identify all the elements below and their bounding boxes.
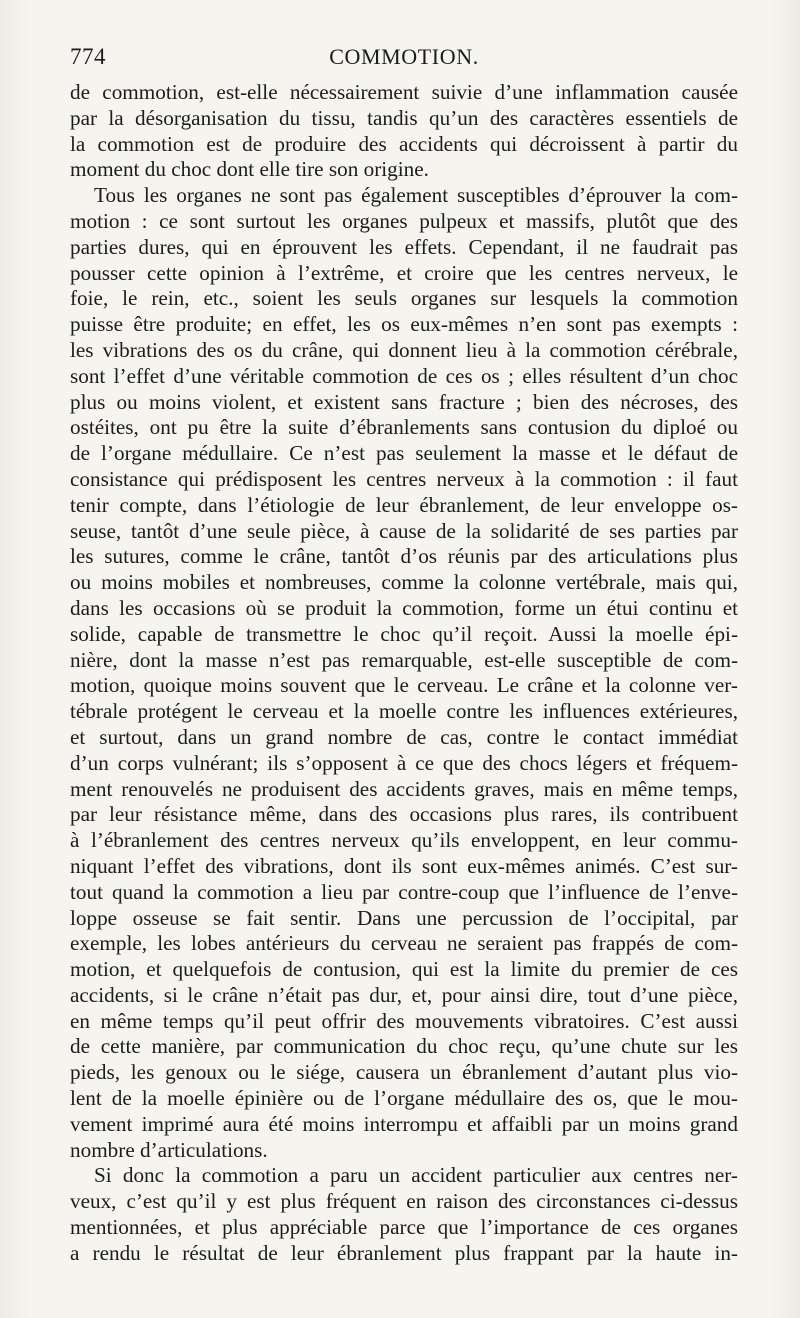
text-line: par leur résistance même, dans des occasions plus rares, ils contribuent: [70, 802, 738, 827]
text-line: lent de la moelle épinière ou de l’organe médullaire des os, que le mou-: [70, 1086, 738, 1111]
text-line: tout quand la commotion a lieu par contre-coup que l’influence de l’enve-: [70, 879, 738, 904]
text-line: d’un corps vulnérant; ils s’opposent à ce que des chocs légers et fréquem-: [70, 750, 738, 775]
text-line: exemple, les lobes antérieurs du cerveau ne seraient pas frappés de com-: [70, 931, 738, 956]
text-line: de l’organe médullaire. Ce n’est pas seulement la masse et le défaut de: [70, 441, 738, 466]
text-line: Si donc la commotion a paru un accident particulier aux centres ner-: [94, 1163, 738, 1188]
text-line: mentionnées, et plus appréciable parce que l’importance de ces organes: [70, 1215, 738, 1240]
text-line: les sutures, comme le crâne, tantôt d’os réunis par des articulations plus: [70, 544, 738, 569]
text-line: nière, dont la masse n’est pas remarquable, est-elle susceptible de com-: [70, 647, 738, 672]
text-line: moment du choc dont elle tire son origine.: [70, 157, 429, 182]
text-line: de cette manière, par communication du choc reçu, qu’une chute sur les: [70, 1034, 738, 1059]
text-line: parties dures, qui en éprouvent les effets. Cependant, il ne faudrait pas: [70, 234, 738, 259]
page-number: 774: [70, 44, 106, 69]
text-line: pieds, les genoux ou le siége, causera un ébranlement d’autant plus vio-: [70, 1060, 738, 1085]
text-line: Tous les organes ne sont pas également susceptibles d’éprouver la com-: [94, 183, 738, 208]
paragraph: [70, 80, 738, 183]
paragraph: [70, 1163, 738, 1266]
text-line: motion, et quelquefois de contusion, qui est la limite du premier de ces: [70, 957, 738, 982]
text-line: sont l’effet d’une véritable commotion de ces os ; elles résultent d’un choc: [70, 363, 738, 388]
text-line: dans les occasions où se produit la commotion, forme un étui continu et: [70, 595, 738, 620]
text-line: veux, c’est qu’il y est plus fréquent en raison des circonstances ci-dessus: [70, 1189, 738, 1214]
text-line: à l’ébranlement des centres nerveux qu’ils enveloppent, en leur commu-: [70, 828, 738, 853]
text-line: loppe osseuse se fait sentir. Dans une percussion de l’occipital, par: [70, 905, 738, 930]
text-line: ostéites, ont pu être la suite d’ébranlements sans contusion du diploé ou: [70, 415, 738, 440]
text-line: ment renouvelés ne produisent des accidents graves, mais en même temps,: [70, 776, 738, 801]
paragraph: [70, 183, 738, 1163]
text-line: et surtout, dans un grand nombre de cas, contre le contact immédiat: [70, 724, 738, 749]
text-line: de commotion, est-elle nécessairement suivie d’une inflammation causée: [70, 80, 738, 104]
text-line: niquant l’effet des vibrations, dont ils sont eux-mêmes animés. C’est sur-: [70, 853, 738, 878]
text-line: foie, le rein, etc., soient les seuls organes sur lesquels la commotion: [70, 286, 738, 311]
text-line: nombre d’articulations.: [70, 1137, 268, 1162]
body-text: [70, 80, 738, 1267]
text-line: plus ou moins violent, et existent sans fracture ; bien des nécroses, des: [70, 389, 738, 414]
text-line: solide, capable de transmettre le choc qu’il reçoit. Aussi la moelle épi-: [70, 621, 738, 646]
text-line: la commotion est de produire des accidents qui décroissent à partir du: [70, 131, 738, 156]
text-line: par la désorganisation du tissu, tandis qu’un des caractères essentiels de: [70, 105, 738, 130]
text-line: tébrale protégent le cerveau et la moelle contre les influences extérieures,: [70, 699, 738, 724]
text-line: a rendu le résultat de leur ébranlement plus frappant par la haute in-: [70, 1240, 738, 1265]
text-line: accidents, si le crâne n’était pas dur, et, pour ainsi dire, tout d’une pièce,: [70, 982, 738, 1007]
running-head: COMMOTION.: [329, 44, 479, 69]
text-line: puisse être produite; en effet, les os eux-mêmes n’en sont pas exempts :: [70, 312, 738, 337]
page-header: [70, 44, 738, 74]
text-line: tenir compte, dans l’étiologie de leur ébranlement, de leur enveloppe os-: [70, 492, 738, 517]
text-line: pousser cette opinion à l’extrême, et croire que les centres nerveux, le: [70, 260, 738, 285]
text-line: consistance qui prédisposent les centres nerveux à la commotion : il faut: [70, 466, 738, 491]
text-line: seuse, tantôt d’une seule pièce, à cause de la solidarité de ses parties par: [70, 518, 738, 543]
text-line: motion : ce sont surtout les organes pulpeux et massifs, plutôt que des: [70, 208, 738, 233]
text-line: motion, quoique moins souvent que le cerveau. Le crâne et la colonne ver-: [70, 673, 738, 698]
text-line: vement imprimé aura été moins interrompu et affaibli par un moins grand: [70, 1111, 738, 1136]
text-line: les vibrations des os du crâne, qui donnent lieu à la commotion cérébrale,: [70, 337, 738, 362]
text-line: ou moins mobiles et nombreuses, comme la colonne vertébrale, mais qui,: [70, 570, 738, 595]
text-line: en même temps qu’il peut offrir des mouvements vibratoires. C’est aussi: [70, 1008, 738, 1033]
